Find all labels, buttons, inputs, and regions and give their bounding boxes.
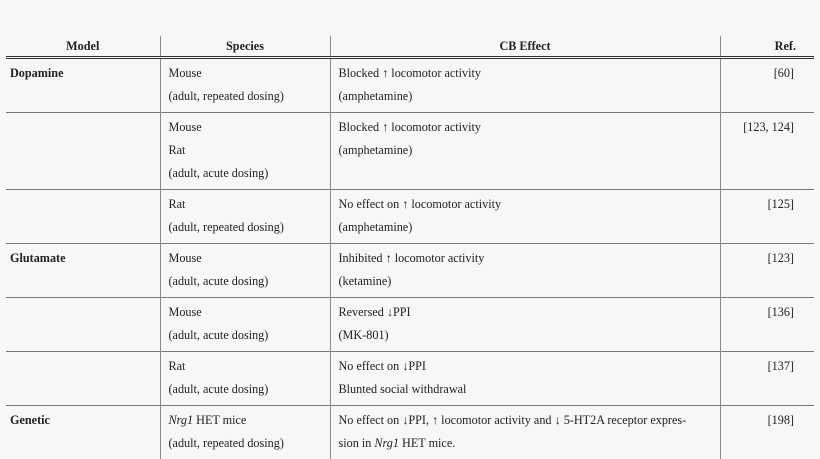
species-line: Mouse (169, 62, 322, 85)
model-cell (6, 190, 160, 244)
effect-line: (amphetamine) (339, 85, 712, 108)
header-species: Species (160, 36, 330, 58)
effect-line: No effect on ↑ locomotor activity (339, 193, 712, 216)
species-cell (160, 352, 330, 406)
effect-cell (330, 298, 720, 352)
ref-cell: [123] (720, 244, 814, 298)
species-cell (160, 190, 330, 244)
species-cell (160, 406, 330, 459)
table-row (6, 406, 814, 459)
table-row (6, 190, 814, 244)
effect-line: Blunted social withdrawal (339, 378, 712, 401)
species-line: (adult, acute dosing) (169, 378, 322, 401)
model-cell: Dopamine (6, 58, 160, 113)
table-row (6, 113, 814, 190)
effect-line: (amphetamine) (339, 216, 712, 239)
species-line: (adult, acute dosing) (169, 270, 322, 293)
effect-line: Inhibited ↑ locomotor activity (339, 247, 712, 270)
effect-cell (330, 190, 720, 244)
effect-line: No effect on ↓PPI, ↑ locomotor activity and ↓ 5-HT2A receptor expres- (339, 409, 712, 432)
effect-text: HET mice. (399, 436, 455, 450)
effect-line: (ketamine) (339, 270, 712, 293)
ref-cell: [123, 124] (720, 113, 814, 190)
effect-cell (330, 352, 720, 406)
ref-cell: [125] (720, 190, 814, 244)
effect-cell (330, 244, 720, 298)
species-line: Mouse (169, 247, 322, 270)
effect-line: Blocked ↑ locomotor activity (339, 116, 712, 139)
species-line: (adult, repeated dosing) (169, 216, 322, 239)
species-line: (adult, repeated dosing) (169, 85, 322, 108)
effect-line: (MK-801) (339, 324, 712, 347)
cb-effects-table (6, 36, 814, 459)
ref-cell: [136] (720, 298, 814, 352)
header-cb-effect: CB Effect (330, 36, 720, 58)
effect-line (339, 432, 712, 455)
effect-cell (330, 58, 720, 113)
ref-cell: [198] (720, 406, 814, 459)
species-line (169, 409, 322, 432)
effect-text: sion in (339, 436, 375, 450)
effect-cell (330, 113, 720, 190)
species-text: HET mice (193, 413, 246, 427)
effect-cell (330, 406, 720, 459)
model-cell: Glutamate (6, 244, 160, 298)
header-row (6, 36, 814, 58)
table-row (6, 352, 814, 406)
table-row (6, 58, 814, 113)
species-line: Mouse (169, 116, 322, 139)
model-cell: Genetic (6, 406, 160, 459)
species-cell (160, 244, 330, 298)
table-row (6, 244, 814, 298)
effect-line: Blocked ↑ locomotor activity (339, 62, 712, 85)
species-cell (160, 298, 330, 352)
species-cell (160, 58, 330, 113)
species-line: (adult, repeated dosing) (169, 432, 322, 455)
table-row (6, 298, 814, 352)
effect-line: Reversed ↓PPI (339, 301, 712, 324)
header-ref: Ref. (720, 36, 814, 58)
ref-cell: [137] (720, 352, 814, 406)
header-model: Model (6, 36, 160, 58)
species-line: Rat (169, 139, 322, 162)
species-line: Rat (169, 193, 322, 216)
effect-line: No effect on ↓PPI (339, 355, 712, 378)
model-cell (6, 352, 160, 406)
gene-name: Nrg1 (169, 413, 194, 427)
model-cell (6, 298, 160, 352)
species-line: (adult, acute dosing) (169, 162, 322, 185)
species-line: Rat (169, 355, 322, 378)
effect-line: (amphetamine) (339, 139, 712, 162)
gene-name: Nrg1 (374, 436, 399, 450)
species-cell (160, 113, 330, 190)
model-cell (6, 113, 160, 190)
ref-cell: [60] (720, 58, 814, 113)
species-line: Mouse (169, 301, 322, 324)
species-line: (adult, acute dosing) (169, 324, 322, 347)
